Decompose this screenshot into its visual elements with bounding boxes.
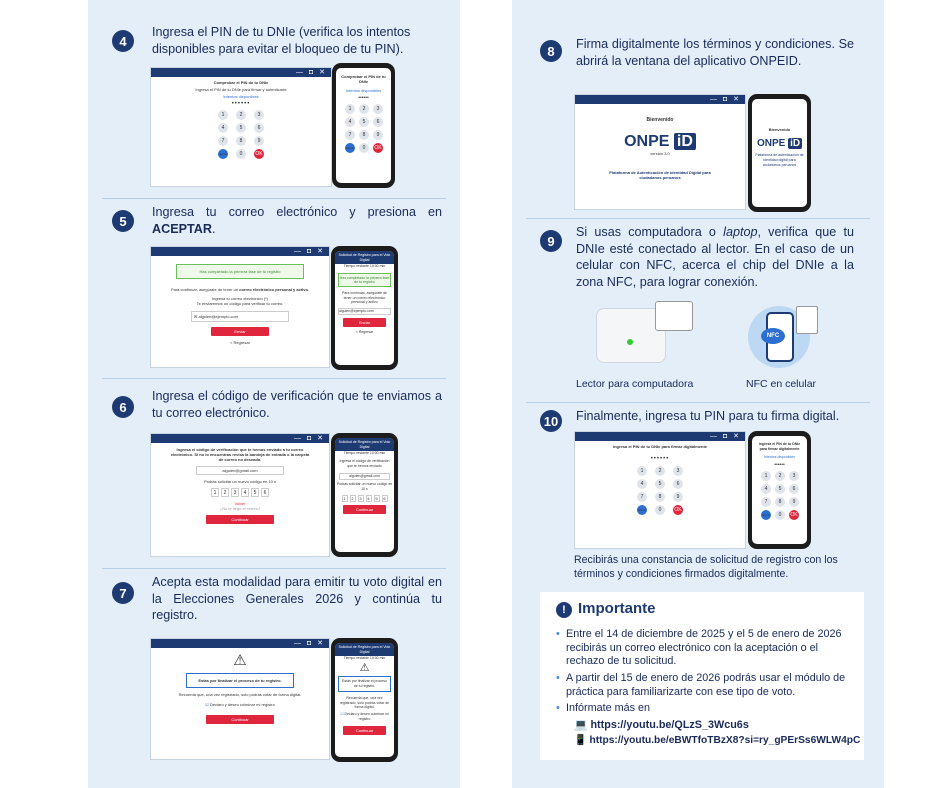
success-banner: Has completado la primera fase de tu registro xyxy=(176,264,304,279)
receipt-note: Recibirás una constancia de solicitud de registro con los términos y condiciones firmados digitalmente. xyxy=(574,554,838,580)
delete-key[interactable]: borrar xyxy=(637,505,647,515)
phone xyxy=(748,94,811,212)
phone-title: Ingresa el PIN de tu DNIe para firmar digitalmente xyxy=(758,442,801,451)
divider xyxy=(102,198,446,199)
step-4 xyxy=(88,0,460,200)
onpeid-window xyxy=(574,94,746,210)
key[interactable]: 6 xyxy=(254,123,264,133)
email-display: alguien@gmail.com xyxy=(196,466,284,475)
pin-field[interactable]: •••••• xyxy=(358,95,369,101)
phone-header: Solicitud de Registro para el Voto Digital xyxy=(335,643,394,656)
key[interactable]: 0 xyxy=(775,510,785,520)
key[interactable]: 6 xyxy=(789,484,799,494)
back-link[interactable]: < Regresar xyxy=(355,329,374,334)
send-button[interactable]: Enviar xyxy=(343,318,386,327)
code-digit[interactable]: 4 xyxy=(241,488,249,497)
important-title: Importante xyxy=(578,600,656,617)
accept-checkbox[interactable]: ☑ Declaro y deseo culminar mi registro xyxy=(340,711,389,721)
attempts-link[interactable]: Intentos disponibles xyxy=(223,94,259,99)
onpeid-logo: ONPE iD xyxy=(575,133,745,151)
key[interactable]: 2 xyxy=(359,104,369,114)
bullet-item: • Entre el 14 de diciembre de 2025 y el 5 de enero de 2026 recibirás un correo electrónico con la aceptación o el rechazo de tu solicitud. xyxy=(566,628,856,669)
platform-text: Plataforma de Autenticación de Identidad Digital para ciudadanos peruanos xyxy=(609,170,711,180)
step-text: Finalmente, ingresa tu PIN para tu firma digital. xyxy=(576,409,840,423)
phone xyxy=(331,638,398,762)
step-text: Si usas computadora o laptop, verifica que tu DNIe esté conectado al lector. En el caso de un celular con NFC, acerca el chip del DNIe a la zona NFC, para lograr conexión. xyxy=(576,225,854,289)
divider xyxy=(526,218,870,219)
phone-icon: 📱 xyxy=(574,735,587,746)
nfc-illustration xyxy=(748,306,810,368)
step-10 xyxy=(512,404,884,584)
onpeid-logo: ONPE iD xyxy=(756,138,801,149)
email-input[interactable]: ✉ alguien@ejemplo.com xyxy=(191,311,289,322)
dnie-card-icon xyxy=(796,306,818,334)
delete-key[interactable]: borrar xyxy=(345,143,355,153)
requirement-text: Para continuar, asegúrate de tener un correo electrónico personal y activo xyxy=(342,291,387,304)
bullet-item: • Infórmate más en xyxy=(566,702,856,716)
youtube-link-phone[interactable]: 📱 https://youtu.be/eBWTfoTBzX8?si=ry_gPErSs6WLW4pC xyxy=(574,735,861,746)
delete-key[interactable]: borrar xyxy=(218,149,228,159)
pin-window xyxy=(150,67,332,187)
bullet-item: • A partir del 15 de enero de 2026 podrás usar el módulo de práctica para familiarizarte con ese tipo de voto. xyxy=(566,672,856,699)
step-8 xyxy=(512,0,884,218)
pin-window xyxy=(574,431,746,549)
code-heading: Ingresa el código de verificación que te hemos enviado xyxy=(339,459,390,468)
step-text: Ingresa tu correo electrónico y presiona en ACEPTAR. xyxy=(152,205,442,236)
card-reader-illustration xyxy=(596,308,666,363)
code-digit[interactable]: 6 xyxy=(261,488,269,497)
key[interactable]: 2 xyxy=(655,466,665,476)
code-digits[interactable] xyxy=(151,488,329,497)
step-badge: 7 xyxy=(112,582,134,604)
phone xyxy=(748,431,811,549)
youtube-link-laptop[interactable]: 💻 https://youtu.be/QLzS_3Wcu6s xyxy=(574,719,749,731)
laptop-icon: 💻 xyxy=(574,719,588,731)
code-digit[interactable]: 5 xyxy=(251,488,259,497)
key[interactable]: 9 xyxy=(789,497,799,507)
divider xyxy=(102,568,446,569)
key[interactable]: 2 xyxy=(236,110,246,120)
key[interactable]: 3 xyxy=(254,110,264,120)
attempts-link[interactable]: Intentos disponibles xyxy=(764,455,795,459)
key[interactable]: 9 xyxy=(673,492,683,502)
code-digit[interactable]: 1 xyxy=(211,488,219,497)
code-digit[interactable]: 1 xyxy=(343,496,346,501)
ok-key[interactable]: OK xyxy=(674,507,682,513)
step-text: Ingresa el código de verificación que te enviamos a tu correo electrónico. xyxy=(152,389,442,420)
platform-text: Plataforma de autenticación de identidad digital para ciudadanos peruanos xyxy=(755,153,804,167)
key[interactable]: 7 xyxy=(637,492,647,502)
important-box xyxy=(540,592,864,760)
key[interactable]: 5 xyxy=(775,484,785,494)
key[interactable]: 9 xyxy=(373,130,383,140)
email-label: Ingresa tu correo electrónico (*) xyxy=(211,296,269,301)
phone xyxy=(331,246,398,370)
step-badge: 9 xyxy=(540,230,562,252)
attempts-link[interactable]: Intentos disponibles xyxy=(345,88,382,93)
phone-header: Solicitud de Registro para el Voto Digital xyxy=(335,251,394,264)
step-7 xyxy=(88,570,460,780)
pin-field[interactable]: •••••• xyxy=(774,462,785,468)
key[interactable]: 4 xyxy=(637,479,647,489)
code-digit[interactable]: 6 xyxy=(383,496,386,501)
step-text: Firma digitalmente los términos y condiciones. Se abrirá la ventana del aplicativo ONPEID. xyxy=(576,37,854,68)
key[interactable]: 0 xyxy=(236,149,246,159)
code-window xyxy=(150,433,330,557)
key[interactable]: 5 xyxy=(655,479,665,489)
window-controls: — ◘ ✕ xyxy=(151,434,329,443)
continue-button[interactable]: Continuar xyxy=(206,515,274,524)
step-badge: 6 xyxy=(112,396,134,418)
send-button[interactable]: Enviar xyxy=(211,327,269,336)
ok-key[interactable]: OK xyxy=(255,151,263,157)
continue-button[interactable]: Continuar xyxy=(343,505,386,514)
code-digit[interactable]: 3 xyxy=(231,488,239,497)
welcome-text: Bienvenido xyxy=(646,117,674,123)
email-hint: Te enviaremos un código para verificar tu correo. xyxy=(196,301,284,306)
key[interactable]: 7 xyxy=(218,136,228,146)
confirm-window xyxy=(150,638,330,760)
window-controls: — ◘ ✕ xyxy=(151,247,329,256)
delete-key[interactable]: borrar xyxy=(761,510,771,520)
phone xyxy=(332,63,395,188)
requirement-text: Para continuar, asegúrate de tener un correo electrónico personal y activo. xyxy=(170,287,310,292)
back-link[interactable]: < Regresar xyxy=(230,340,250,345)
finish-box: Estás por finalizar el proceso de tu registro. xyxy=(338,676,391,692)
finish-box: Estás por finalizar el proceso de tu registro. xyxy=(186,673,294,688)
key[interactable]: 1 xyxy=(637,466,647,476)
code-digit[interactable]: 2 xyxy=(221,488,229,497)
warning-icon: ⚠ xyxy=(233,652,247,669)
key[interactable]: 7 xyxy=(345,130,355,140)
step-6 xyxy=(88,380,460,570)
key[interactable]: 3 xyxy=(789,471,799,481)
key[interactable]: 8 xyxy=(236,136,246,146)
window-controls: — ◘ ✕ xyxy=(575,95,745,104)
key[interactable]: 6 xyxy=(673,479,683,489)
step-badge: 5 xyxy=(112,210,134,232)
email-display: alguien@gmail.com xyxy=(339,473,390,480)
key[interactable]: 0 xyxy=(359,143,369,153)
right-panel xyxy=(512,0,884,788)
left-panel xyxy=(88,0,460,788)
step-5 xyxy=(88,200,460,380)
window-controls: — ◘ ✕ xyxy=(151,68,331,77)
ok-key[interactable]: OK xyxy=(790,512,798,518)
step-badge: 8 xyxy=(540,40,562,62)
led-icon xyxy=(627,339,633,345)
key[interactable]: 8 xyxy=(655,492,665,502)
key[interactable]: 3 xyxy=(373,104,383,114)
window-controls: — ◘ ✕ xyxy=(151,639,329,648)
email-input[interactable]: alguien@ejemplo.com xyxy=(338,308,391,315)
key[interactable]: 3 xyxy=(673,466,683,476)
email-window xyxy=(150,246,330,368)
continue-button[interactable]: Continuar xyxy=(343,726,386,735)
code-digit[interactable]: 4 xyxy=(367,496,370,501)
pin-field[interactable]: •••••• xyxy=(650,456,670,462)
dnie-card-icon xyxy=(655,301,693,331)
code-digit[interactable]: 2 xyxy=(351,496,354,501)
key[interactable]: 0 xyxy=(655,505,665,515)
success-banner: Has completado la primera fase de tu registro xyxy=(338,273,391,287)
key[interactable]: 1 xyxy=(345,104,355,114)
key[interactable]: 7 xyxy=(761,497,771,507)
step-9 xyxy=(512,220,884,402)
resend-timer: Podrás solicitar un nuevo código en 10 s xyxy=(203,479,277,484)
code-digit[interactable]: 5 xyxy=(375,496,378,501)
step-text: Ingresa el PIN de tu DNIe (verifica los intentos disponibles para evitar el bloqueo de tu PIN). xyxy=(152,25,411,56)
pin-keypad xyxy=(151,110,331,159)
key[interactable]: 6 xyxy=(373,117,383,127)
divider xyxy=(102,378,446,379)
window-controls: — ◘ ✕ xyxy=(575,432,745,441)
key[interactable]: 2 xyxy=(775,471,785,481)
reminder-text: Recuerda que, una vez registrado, solo podrás votar de forma digital. xyxy=(178,692,302,697)
no-email-link[interactable]: ¿No te llegó el correo? xyxy=(219,506,261,511)
window-desc: Ingresa el PIN de tu DNIe para firmar y autenticarte xyxy=(195,87,287,92)
phone-title: Comprobar el PIN de tu DNIe xyxy=(341,74,386,84)
nfc-caption: NFC en celular xyxy=(746,378,817,390)
key[interactable]: 1 xyxy=(761,471,771,481)
reader-caption: Lector para computadora xyxy=(576,378,694,390)
code-digits[interactable] xyxy=(335,495,394,502)
step-text: Acepta esta modalidad para emitir tu voto digital en la Elecciones Generales 2026 y continúa tu registro. xyxy=(152,575,442,622)
version: versión 3.0 xyxy=(650,151,670,156)
welcome-text: Bienvenido xyxy=(768,127,791,132)
accept-checkbox[interactable]: ☑ Declaro y deseo culminar mi registro xyxy=(205,702,275,707)
continue-button[interactable]: Continuar xyxy=(206,715,274,724)
reminder-text: Recuerda que, una vez registrado, solo podrás votar de forma digital. xyxy=(339,696,390,709)
key[interactable]: 4 xyxy=(761,484,771,494)
window-title: Ingresa el PIN de tu DNIe para firmar digitalmente xyxy=(612,444,708,449)
ok-key[interactable]: OK xyxy=(374,145,382,151)
key[interactable]: 1 xyxy=(218,110,228,120)
timer: Tiempo restante 10:00 min xyxy=(343,264,386,268)
divider xyxy=(526,402,870,403)
resend-timer: Podrás solicitar un nuevo código en 10 s xyxy=(336,482,393,491)
phone-header: Solicitud de Registro para el Voto Digital xyxy=(335,438,394,451)
help-link[interactable]: Volver xyxy=(234,501,246,506)
warning-icon: ⚠ xyxy=(359,662,370,674)
pin-field[interactable]: •••••• xyxy=(231,101,251,107)
key[interactable]: 5 xyxy=(359,117,369,127)
key[interactable]: 4 xyxy=(218,123,228,133)
phone xyxy=(331,433,398,557)
code-digit[interactable]: 3 xyxy=(359,496,362,501)
window-title: Comprobar el PIN de tu DNIe xyxy=(213,80,269,85)
key[interactable]: 8 xyxy=(359,130,369,140)
key[interactable]: 8 xyxy=(775,497,785,507)
step-badge: 4 xyxy=(112,30,134,52)
code-heading: Ingresa el código de verificación que te hemos enviado a tu correo electrónico. Si no lo encuentras revisa la bandeja de entrada o la carpeta de correo no deseado. xyxy=(170,447,310,462)
step-badge: 10 xyxy=(540,410,562,432)
timer: Tiempo restante 10:00 min xyxy=(343,656,386,660)
nfc-icon: NFC xyxy=(761,328,785,344)
timer: Tiempo restante 10:00 min xyxy=(343,451,386,455)
key[interactable]: 9 xyxy=(254,136,264,146)
pin-keypad xyxy=(575,466,745,515)
key[interactable]: 4 xyxy=(345,117,355,127)
alert-icon: ! xyxy=(556,602,572,618)
key[interactable]: 5 xyxy=(236,123,246,133)
